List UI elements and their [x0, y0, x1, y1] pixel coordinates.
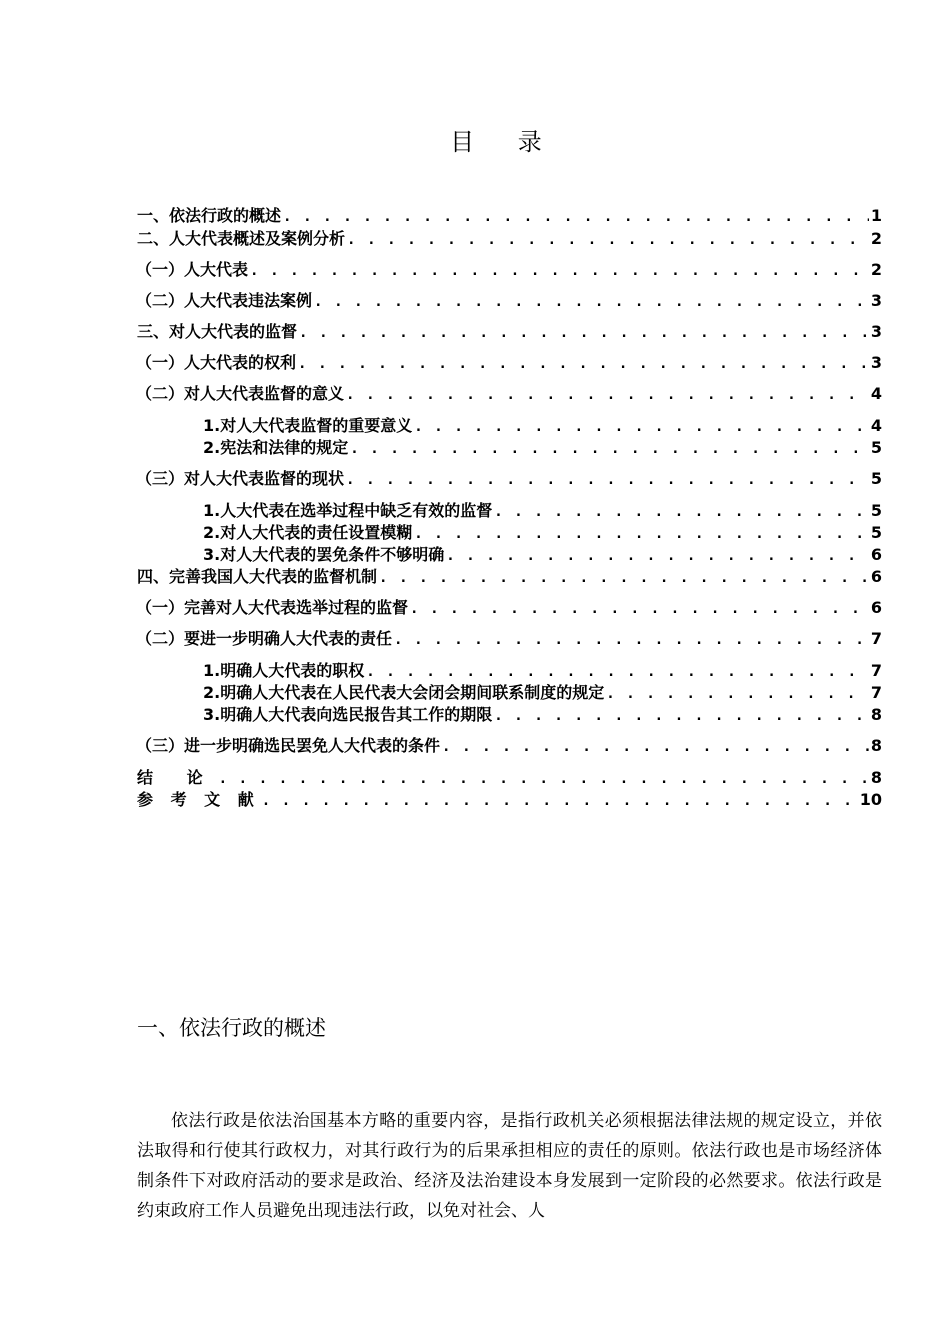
- toc-entry-label: 3.明确人大代表向选民报告其工作的期限: [203, 705, 493, 724]
- toc-entry[interactable]: [136, 260, 882, 280]
- toc-leader-dots: [410, 599, 869, 619]
- toc-entry-page: 7: [870, 629, 882, 648]
- toc-entry[interactable]: [203, 705, 882, 725]
- body-paragraph: 依法行政是依法治国基本方略的重要内容，是指行政机关必须根据法律法规的规定设立，并依法取得和行使其行政权力，对其行政行为的后果承担相应的责任的原则。依法行政也是市场经济体制条件下对政府活动的要求是政治、经济及法治建设本身发展到一定阶段的必然要求。依法行政是约束政府工作人员避免出现违法行政，以免对社会、人: [137, 1111, 882, 1221]
- toc-leader-dots: [314, 292, 869, 312]
- toc-entry-page: 2: [870, 229, 882, 248]
- toc-leader-dots: [262, 791, 858, 811]
- toc-entry-label: （一）完善对人大代表选举过程的监督: [136, 598, 409, 617]
- toc-entry-label: （一）人大代表: [136, 260, 249, 279]
- toc-leader-dots: [366, 662, 869, 682]
- toc-entry-page: 4: [870, 416, 882, 435]
- toc-entry-page: 3: [870, 291, 882, 310]
- toc-entry-label: （二）对人大代表监督的意义: [136, 384, 345, 403]
- toc-entry-page: 6: [870, 598, 882, 617]
- toc-entry[interactable]: [137, 567, 882, 587]
- toc-entry[interactable]: [136, 469, 882, 489]
- toc-entry-page: 5: [870, 469, 882, 488]
- toc-entry-page: 7: [870, 661, 882, 680]
- toc-entry-page: 4: [870, 384, 882, 403]
- toc-entry[interactable]: [137, 229, 882, 249]
- toc-entry[interactable]: [137, 206, 882, 226]
- toc-entry-label: 参 考 文 献: [137, 790, 260, 809]
- toc-entry[interactable]: [136, 353, 882, 373]
- toc-entry-page: 3: [870, 353, 882, 372]
- toc-entry[interactable]: [136, 629, 882, 649]
- toc-entry-label: 1.人大代表在选举过程中缺乏有效的监督: [203, 501, 493, 520]
- toc-leader-dots: [346, 470, 869, 490]
- toc-entry[interactable]: [136, 598, 882, 618]
- toc-entry-label: 结 论: [137, 768, 217, 787]
- toc-leader-dots: [298, 354, 869, 374]
- toc-entry-page: 6: [870, 567, 882, 586]
- toc-leader-dots: [346, 385, 869, 405]
- toc-leader-dots: [494, 706, 869, 726]
- toc-leader-dots: [394, 630, 869, 650]
- toc-entry-label: （二）人大代表违法案例: [136, 291, 313, 310]
- toc-entry[interactable]: [137, 768, 882, 788]
- toc-entry-page: 5: [870, 438, 882, 457]
- toc-entry-label: （一）人大代表的权利: [136, 353, 297, 372]
- toc-entry-page: 3: [870, 322, 882, 341]
- toc-entry-page: 6: [870, 545, 882, 564]
- toc-leader-dots: [379, 568, 869, 588]
- toc-entry-label: 3.对人大代表的罢免条件不够明确: [203, 545, 445, 564]
- toc-entry-label: 1.对人大代表监督的重要意义: [203, 416, 413, 435]
- toc-entry-label: （三）对人大代表监督的现状: [136, 469, 345, 488]
- toc-entry-page: 5: [870, 523, 882, 542]
- toc-entry-page: 8: [870, 736, 882, 755]
- toc-leader-dots: [494, 502, 869, 522]
- toc-entry-page: 2: [870, 260, 882, 279]
- toc-entry-label: 2.明确人大代表在人民代表大会闭会期间联系制度的规定: [203, 683, 605, 702]
- toc-entry-page: 10: [859, 790, 882, 809]
- toc-leader-dots: [219, 769, 869, 789]
- toc-entry[interactable]: [203, 438, 882, 458]
- toc-entry[interactable]: [203, 501, 882, 521]
- toc-entry-label: （三）进一步明确选民罢免人大代表的条件: [136, 736, 441, 755]
- toc-entry[interactable]: [137, 790, 882, 810]
- toc-entry-page: 1: [870, 206, 882, 225]
- toc-entry[interactable]: [203, 683, 882, 703]
- toc-entry-label: （二）要进一步明确人大代表的责任: [136, 629, 393, 648]
- toc-entry[interactable]: [136, 291, 882, 311]
- toc-leader-dots: [347, 230, 869, 250]
- toc-leader-dots: [442, 737, 869, 757]
- toc-entry[interactable]: [136, 736, 882, 756]
- toc-leader-dots: [414, 417, 869, 437]
- toc-entry-page: 8: [870, 705, 882, 724]
- toc-entry-label: 1.明确人大代表的职权: [203, 661, 365, 680]
- toc-leader-dots: [299, 323, 869, 343]
- toc-leader-dots: [250, 261, 869, 281]
- toc-entry-label: 二、人大代表概述及案例分析: [137, 229, 346, 248]
- toc-entry-page: 7: [870, 683, 882, 702]
- toc-leader-dots: [606, 684, 869, 704]
- toc-entry-page: 8: [870, 768, 882, 787]
- toc-entry-label: 一、依法行政的概述: [137, 206, 282, 225]
- toc-leader-dots: [414, 524, 869, 544]
- toc-entry[interactable]: [203, 661, 882, 681]
- toc-entry[interactable]: [136, 384, 882, 404]
- toc-entry[interactable]: [203, 523, 882, 543]
- toc-leader-dots: [446, 546, 869, 566]
- toc-entry-label: 三、对人大代表的监督: [137, 322, 298, 341]
- toc-leader-dots: [350, 439, 869, 459]
- toc-entry[interactable]: [203, 416, 882, 436]
- toc-entry-page: 5: [870, 501, 882, 520]
- toc-entry-label: 四、完善我国人大代表的监督机制: [137, 567, 378, 586]
- toc-entry-label: 2.宪法和法律的规定: [203, 438, 349, 457]
- toc-title: 目 录: [450, 128, 560, 156]
- toc-entry[interactable]: [203, 545, 882, 565]
- toc-entry[interactable]: [137, 322, 882, 342]
- toc-leader-dots: [283, 207, 869, 227]
- toc-entry-label: 2.对人大代表的责任设置模糊: [203, 523, 413, 542]
- section-heading: 一、依法行政的概述: [137, 1016, 326, 1040]
